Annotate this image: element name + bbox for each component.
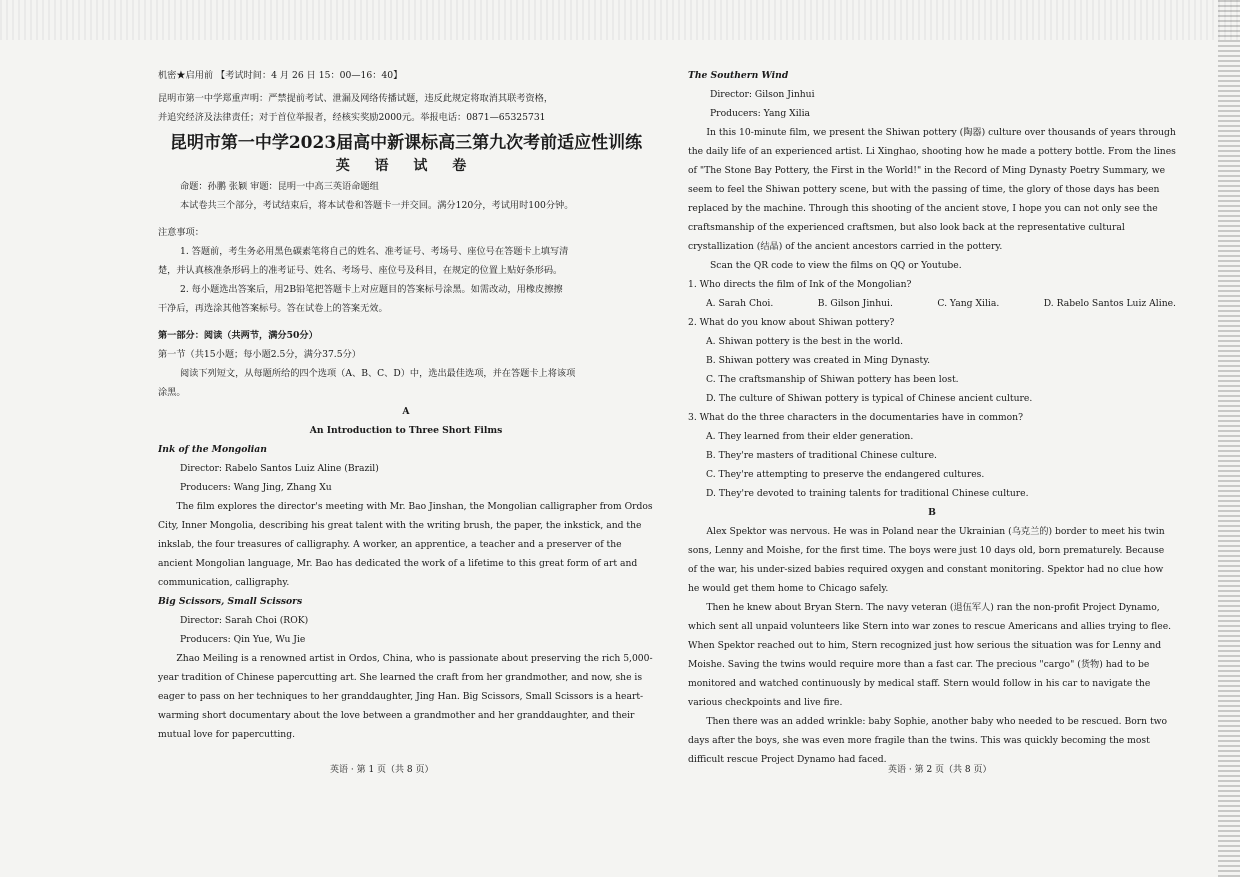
notice-line-2: 并追究经济及法律责任；对于首位举报者，经核实奖励2000元。举报电话：0871—65325731 xyxy=(158,112,546,123)
q1-option-b: B. Gilson Jinhui. xyxy=(817,298,893,309)
q1-option-d: D. Rabelo Santos Luiz Aline. xyxy=(1043,298,1176,309)
q3-option-c: C. They're attempting to preserve the endangered cultures. xyxy=(706,469,985,480)
q1-option-a: A. Sarah Choi. xyxy=(706,298,774,309)
note-2a: 2. 每小题选出答案后，用2B铅笔把答题卡上对应题目的答案标号涂黑。如需改动，用橡皮擦擦 xyxy=(180,284,563,295)
instructions-a: 阅读下列短文，从每题所给的四个选项（A、B、C、D）中，选出最佳选项，并在答题卡上将该项 xyxy=(180,368,576,379)
notes-heading: 注意事项： xyxy=(158,227,204,238)
instructions-b: 涂黑。 xyxy=(158,387,186,398)
right-page xyxy=(688,66,1176,769)
question-1: 1. Who directs the film of Ink of the Mongolian? xyxy=(688,279,912,290)
film1-director: Director: Rabelo Santos Luiz Aline (Brazil) xyxy=(180,463,379,474)
passage-b-para-3: Then there was an added wrinkle: baby Sophie, another baby who needed to be rescued. Born two days after the boys, she was even more fragile than the twins. This was quickly becoming the most difficult rescue Project Dynamo had faced. xyxy=(688,716,1168,765)
passage-b-letter: B xyxy=(928,507,936,518)
passage-a-letter: A xyxy=(402,406,410,417)
q2-option-d: D. The culture of Shiwan pottery is typical of Chinese ancient culture. xyxy=(706,393,1033,404)
notice-line-1: 昆明市第一中学郑重声明：严禁提前考试、泄漏及网络传播试题，违反此规定将取消其联考资格， xyxy=(158,93,554,104)
qr-line: Scan the QR code to view the films on QQ or Youtube. xyxy=(710,260,962,271)
exam-subtitle: 英 语 试 卷 xyxy=(335,158,477,174)
left-page xyxy=(158,66,654,744)
section-heading: 第一节（共15小题；每小题2.5分，满分37.5分） xyxy=(158,349,361,360)
exam-header-line: 机密★启用前 【考试时间：4 月 26 日 15：00—16：40】 xyxy=(158,70,403,81)
q2-option-a: A. Shiwan pottery is the best in the world. xyxy=(706,336,903,347)
note-1b: 楚，并认真核准条形码上的准考证号、姓名、考场号、座位号及科目，在规定的位置上贴好条形码。 xyxy=(158,265,563,276)
film3-title: The Southern Wind xyxy=(688,70,789,81)
film1-producers: Producers: Wang Jing, Zhang Xu xyxy=(180,482,332,493)
right-page-footer: 英语 · 第 2 页（共 8 页） xyxy=(888,765,992,775)
question-1-options xyxy=(688,294,1176,313)
film3-body: In this 10-minute film, we present the Shiwan pottery (陶器) culture over thousands of years through the daily life of an experienced artist. Li Xinghao, shooting how he made a pottery bottle. From the lines of "The Stone Bay Pottery, the First in the World!" in the Record of Ming Dynasty Poetry Summary, we seem to feel the Shiwan pottery scene, but with the passing of time, the glory of those days has been replaced by the machine. Through this shooting of the ancient stove, I hope you can not only see the craftsmanship of the experienced craftsmen, but also look back at the representative cultural crystallization (结晶) of the ancient ancestors carried in the pottery. xyxy=(688,127,1176,252)
scan-noise-right xyxy=(1218,0,1240,877)
film3-producers: Producers: Yang Xilia xyxy=(710,108,810,119)
note-2b: 干净后，再选涂其他答案标号。答在试卷上的答案无效。 xyxy=(158,303,388,314)
left-page-footer: 英语 · 第 1 页（共 8 页） xyxy=(330,765,434,775)
q3-option-d: D. They're devoted to training talents for traditional Chinese culture. xyxy=(706,488,1029,499)
exam-title: 昆明市第一中学2023届高中新课标高三第九次考前适应性训练 xyxy=(169,133,643,153)
passage-b-para-1: Alex Spektor was nervous. He was in Poland near the Ukrainian (乌克兰的) border to meet his twin sons, Lenny and Moishe, for the first time. The boys were just 10 days old, born prematurely. Because of the war, his under-sized babies required oxygen and constant monitoring. Spektor had no clue how he would get them home to Chicago safely. xyxy=(688,526,1165,594)
film1-title: Ink of the Mongolian xyxy=(158,444,267,455)
q3-option-b: B. They're masters of traditional Chinese culture. xyxy=(706,450,937,461)
film2-director: Director: Sarah Choi (ROK) xyxy=(180,615,309,626)
authors-line: 命题：孙鹏 张颖 审题：昆明一中高三英语命题组 xyxy=(180,181,379,192)
film2-title: Big Scissors, Small Scissors xyxy=(158,596,303,607)
part-heading: 第一部分：阅读（共两节，满分50分） xyxy=(158,330,318,341)
q2-option-b: B. Shiwan pottery was created in Ming Dynasty. xyxy=(706,355,931,366)
passage-b-para-2: Then he knew about Bryan Stern. The navy veteran (退伍军人) ran the non-profit Project Dynamo, which sent all unpaid volunteers like Stern into war zones to rescue Americans and allies trying to flee. When Spektor reached out to him, Stern recognized just how serious the situation was for Lenny and Moishe. Saving the twins would require more than a fast car. The precious "cargo" (货物) had to be monitored and watched continuously by medical staff. Stern would follow in his car to navigate the various checkpoints and live fire. xyxy=(688,602,1172,708)
film3-director: Director: Gilson Jinhui xyxy=(710,89,815,100)
film1-body: The film explores the director's meeting with Mr. Bao Jinshan, the Mongolian calligrapher from Ordos City, Inner Mongolia, describing his great talent with the writing brush, the paper, the inkstick, and the inkslab, the four treasures of calligraphy. A worker, an apprentice, a teacher and a preserver of the ancient Mongolian language, Mr. Bao has dedicated the work of a lifetime to this great form of art and communication, calligraphy. xyxy=(158,501,653,588)
question-3: 3. What do the three characters in the documentaries have in common? xyxy=(688,412,1023,423)
passage-a-title: An Introduction to Three Short Films xyxy=(309,425,503,436)
intro-line: 本试卷共三个部分，考试结束后，将本试卷和答题卡一并交回。满分120分，考试用时100分钟。 xyxy=(180,200,574,211)
question-2: 2. What do you know about Shiwan pottery? xyxy=(688,317,895,328)
film2-body: Zhao Meiling is a renowned artist in Ordos, China, who is passionate about preserving the rich 5,000-year tradition of Chinese papercutting art. She learned the craft from her grandmother, and now, she is eager to pass on her techniques to her granddaughter, Jing Han. Big Scissors, Small Scissors is a heart-warming short documentary about the love between a grandmother and her granddaughter, and their mutual love for papercutting. xyxy=(158,653,653,740)
q1-option-c: C. Yang Xilia. xyxy=(937,298,1000,309)
film2-producers: Producers: Qin Yue, Wu Jie xyxy=(180,634,306,645)
note-1a: 1. 答题前，考生务必用黑色碳素笔将自己的姓名、准考证号、考场号、座位号在答题卡上填写清 xyxy=(180,246,569,257)
q3-option-a: A. They learned from their elder generation. xyxy=(706,431,914,442)
q2-option-c: C. The craftsmanship of Shiwan pottery has been lost. xyxy=(706,374,959,385)
scan-noise-top xyxy=(0,0,1240,40)
